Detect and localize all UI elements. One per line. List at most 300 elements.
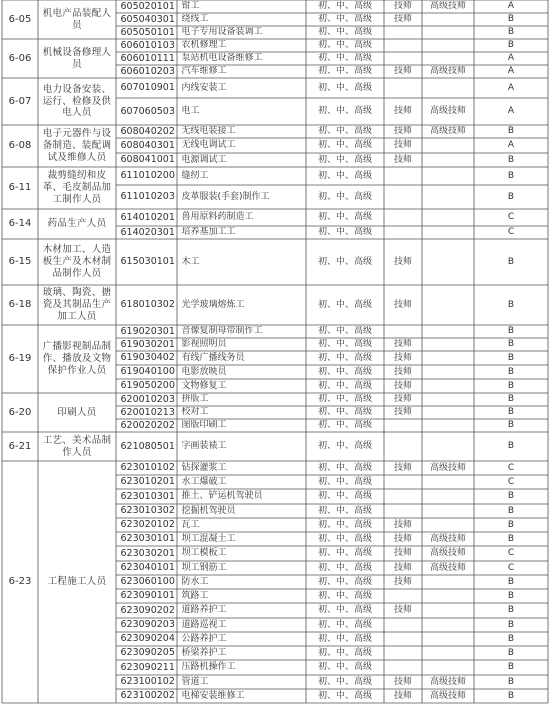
category-type-text: B bbox=[507, 407, 515, 418]
occupation-name-text: 无线电装接工 bbox=[181, 126, 236, 137]
category-type bbox=[475, 590, 548, 603]
category-type bbox=[475, 326, 548, 338]
occupation-name bbox=[178, 394, 306, 406]
occupation-name-text: 内线安装工 bbox=[181, 82, 227, 93]
category-type-text: A bbox=[507, 53, 515, 64]
group-name-text: 电力设备安装、运行、检修及供电人员 bbox=[42, 83, 112, 119]
occupation-name bbox=[178, 66, 306, 78]
group-code-text: 6-11 bbox=[8, 182, 32, 193]
occupation-code bbox=[117, 505, 177, 518]
occupation-name-text: 无线电调试工 bbox=[181, 140, 236, 151]
senior-technician-level-text: 高级技师 bbox=[429, 676, 466, 687]
technician-level bbox=[385, 154, 422, 167]
technician-level-text: 技师 bbox=[393, 106, 412, 117]
skill-levels bbox=[307, 339, 384, 351]
group-name bbox=[39, 462, 116, 703]
technician-level bbox=[385, 562, 422, 575]
occupation-name-text: 道路巡视工 bbox=[181, 619, 227, 630]
skill-levels-text: 初、中、高级 bbox=[317, 647, 372, 658]
skill-levels-text: 初、中、高级 bbox=[317, 533, 372, 544]
occupation-code-text: 623100102 bbox=[120, 676, 175, 688]
group-code bbox=[3, 168, 38, 209]
senior-technician-level bbox=[423, 661, 474, 675]
occupation-code bbox=[117, 619, 177, 632]
group-name-text: 木材加工、人造板生产及木材制品制作人员 bbox=[42, 244, 112, 279]
group-code bbox=[3, 40, 38, 78]
technician-level bbox=[385, 576, 422, 589]
occupation-code bbox=[117, 533, 177, 546]
skill-levels-text: 初、中、高级 bbox=[317, 690, 372, 701]
senior-technician-level bbox=[423, 326, 474, 338]
occupation-code-text: 608040202 bbox=[120, 125, 175, 137]
category-type bbox=[475, 139, 548, 153]
skill-levels-text: 初、中、高级 bbox=[317, 14, 372, 25]
skill-levels-text: 初、中、高级 bbox=[317, 462, 372, 473]
category-type-text: B bbox=[507, 326, 515, 337]
senior-technician-level bbox=[423, 505, 474, 518]
occupation-code-text: 606010103 bbox=[120, 39, 175, 51]
occupation-name-text: 影视照明员 bbox=[181, 339, 227, 350]
occupation-name bbox=[178, 676, 306, 689]
skill-levels bbox=[307, 380, 384, 393]
group-name-text: 玻璃、陶瓷、搪瓷及其制品生产加工人员 bbox=[42, 287, 112, 322]
skill-levels bbox=[307, 126, 384, 138]
category-type bbox=[475, 1, 548, 13]
occupation-name-text: 有线广播线务员 bbox=[181, 352, 245, 363]
senior-technician-level-text: 高级技师 bbox=[429, 66, 466, 77]
category-type bbox=[475, 576, 548, 589]
technician-level-text: 技师 bbox=[393, 339, 412, 350]
category-type bbox=[475, 519, 548, 532]
occupation-name-text: 光学玻璃熔炼工 bbox=[181, 299, 245, 310]
occupation-code-text: 623060100 bbox=[120, 576, 175, 588]
category-type-text: B bbox=[507, 533, 515, 544]
skill-levels bbox=[307, 27, 384, 39]
occupation-name-text: 绕线工 bbox=[181, 14, 209, 25]
technician-level-text: 技师 bbox=[393, 366, 412, 377]
occupation-name bbox=[178, 690, 306, 703]
technician-level-text: 技师 bbox=[393, 140, 412, 151]
senior-technician-level bbox=[423, 490, 474, 504]
group-name bbox=[39, 394, 116, 432]
category-type-text: B bbox=[507, 619, 515, 630]
occupation-code-text: 623010201 bbox=[120, 476, 175, 488]
skill-levels-text: 初、中、高级 bbox=[317, 154, 372, 165]
category-type bbox=[475, 533, 548, 546]
occupation-name-text: 校对工 bbox=[181, 407, 209, 418]
skill-levels-text: 初、中、高级 bbox=[317, 212, 372, 223]
senior-technician-level bbox=[423, 240, 474, 285]
group-code bbox=[3, 1, 38, 39]
category-type bbox=[475, 647, 548, 660]
technician-level-text: 技师 bbox=[393, 380, 412, 391]
technician-level bbox=[385, 240, 422, 285]
category-type bbox=[475, 79, 548, 98]
skill-levels-text: 初、中、高级 bbox=[317, 590, 372, 601]
occupation-name bbox=[178, 366, 306, 379]
occupation-name-text: 筑路工 bbox=[181, 590, 209, 601]
category-type bbox=[475, 394, 548, 406]
technician-level bbox=[385, 326, 422, 338]
category-type-text: A bbox=[507, 140, 515, 151]
category-type bbox=[475, 227, 548, 239]
category-type bbox=[475, 286, 548, 325]
skill-levels bbox=[307, 562, 384, 575]
category-type-text: C bbox=[507, 212, 515, 223]
senior-technician-level-text: 高级技师 bbox=[429, 548, 466, 559]
skill-levels-text: 初、中、高级 bbox=[317, 505, 372, 516]
occupation-code-text: 623010301 bbox=[120, 490, 175, 502]
occupation-code bbox=[117, 604, 177, 618]
technician-level bbox=[385, 186, 422, 209]
skill-levels-text: 初、中、高级 bbox=[317, 633, 372, 644]
occupation-name bbox=[178, 490, 306, 504]
group-code bbox=[3, 326, 38, 393]
occupation-name-text: 文物修复工 bbox=[181, 380, 227, 391]
technician-level bbox=[385, 676, 422, 689]
technician-level bbox=[385, 490, 422, 504]
skill-levels bbox=[307, 505, 384, 518]
skill-levels bbox=[307, 326, 384, 338]
skill-levels bbox=[307, 227, 384, 239]
occupation-name-text: 字画装裱工 bbox=[181, 441, 227, 452]
occupation-code-text: 618010302 bbox=[120, 299, 175, 311]
group-name bbox=[39, 40, 116, 78]
skill-levels-text: 初、中、高级 bbox=[317, 1, 372, 12]
occupation-code-text: 623100202 bbox=[120, 690, 175, 702]
occupation-name-text: 水工爆破工 bbox=[181, 476, 227, 487]
category-type-text: B bbox=[507, 256, 515, 267]
skill-levels-text: 初、中、高级 bbox=[317, 380, 372, 391]
category-type-text: C bbox=[507, 476, 515, 487]
occupation-code-text: 611010203 bbox=[120, 191, 175, 203]
occupation-code bbox=[117, 168, 177, 185]
category-type bbox=[475, 690, 548, 703]
skill-levels-text: 初、中、高级 bbox=[317, 519, 372, 530]
occupation-name-text: 拼版工 bbox=[181, 394, 209, 405]
occupation-code-text: 623090205 bbox=[120, 647, 175, 659]
group-name-text: 广播影视制品制作、播放及文物保护作业人员 bbox=[42, 341, 112, 376]
occupation-code bbox=[117, 326, 177, 338]
occupation-code bbox=[117, 647, 177, 660]
category-type-text: B bbox=[507, 676, 515, 687]
skill-levels bbox=[307, 240, 384, 285]
skill-levels bbox=[307, 186, 384, 209]
senior-technician-level bbox=[423, 168, 474, 185]
technician-level bbox=[385, 126, 422, 138]
technician-level-text: 技师 bbox=[393, 462, 412, 473]
occupation-name bbox=[178, 661, 306, 675]
technician-level bbox=[385, 168, 422, 185]
senior-technician-level bbox=[423, 690, 474, 703]
senior-technician-level bbox=[423, 533, 474, 546]
senior-technician-level bbox=[423, 53, 474, 65]
skill-levels bbox=[307, 99, 384, 125]
category-type bbox=[475, 339, 548, 351]
technician-level bbox=[385, 210, 422, 226]
category-type-text: B bbox=[507, 491, 515, 502]
skill-levels-text: 初、中、高级 bbox=[317, 366, 372, 377]
senior-technician-level bbox=[423, 462, 474, 475]
skill-levels bbox=[307, 366, 384, 379]
occupation-name bbox=[178, 27, 306, 39]
skill-levels bbox=[307, 1, 384, 13]
group-code-text: 6-05 bbox=[8, 13, 32, 25]
senior-technician-level bbox=[423, 519, 474, 532]
technician-level-text: 技师 bbox=[393, 299, 412, 310]
occupation-name-text: 瓦工 bbox=[181, 519, 200, 530]
occupation-code-text: 608040301 bbox=[120, 139, 175, 151]
group-code-text: 6-18 bbox=[8, 299, 32, 310]
skill-levels bbox=[307, 420, 384, 432]
occupation-code-text: 623010302 bbox=[120, 505, 175, 517]
group-code-text: 6-23 bbox=[8, 576, 32, 587]
group-name bbox=[39, 433, 116, 461]
technician-level bbox=[385, 633, 422, 646]
senior-technician-level-text: 高级技师 bbox=[429, 562, 466, 573]
skill-levels-text: 初、中、高级 bbox=[317, 227, 372, 238]
skill-levels bbox=[307, 661, 384, 675]
occupation-name-text: 钳工 bbox=[181, 1, 200, 12]
category-type-text: B bbox=[507, 352, 515, 363]
occupation-code-text: 623090202 bbox=[120, 604, 175, 616]
occupation-name bbox=[178, 407, 306, 419]
occupation-code bbox=[117, 186, 177, 209]
skill-levels bbox=[307, 690, 384, 703]
occupation-code bbox=[117, 227, 177, 239]
occupation-name bbox=[178, 139, 306, 153]
category-type-text: A bbox=[507, 106, 515, 117]
occupation-code-text: 608041001 bbox=[120, 154, 175, 166]
occupation-name-text: 音像复制母带制作工 bbox=[181, 326, 263, 337]
skill-levels bbox=[307, 53, 384, 65]
skill-levels-text: 初、中、高级 bbox=[317, 27, 372, 38]
occupation-code bbox=[117, 394, 177, 406]
senior-technician-level bbox=[423, 14, 474, 26]
occupation-code bbox=[117, 1, 177, 13]
occupation-name bbox=[178, 562, 306, 575]
occupation-name bbox=[178, 380, 306, 393]
group-name-text: 裁剪缝纫和皮革、毛皮制品加工制作人员 bbox=[42, 170, 112, 205]
technician-level-text: 技师 bbox=[393, 154, 412, 165]
category-type-text: B bbox=[507, 366, 515, 377]
group-name bbox=[39, 168, 116, 209]
technician-level bbox=[385, 79, 422, 98]
occupation-name-text: 兽用原料药制造工 bbox=[181, 212, 254, 223]
technician-level-text: 技师 bbox=[393, 66, 412, 77]
group-code bbox=[3, 394, 38, 432]
occupation-name-text: 管道工 bbox=[181, 676, 209, 687]
technician-level bbox=[385, 519, 422, 532]
category-type-text: B bbox=[507, 647, 515, 658]
occupation-name bbox=[178, 210, 306, 226]
occupation-code-text: 606010203 bbox=[120, 65, 175, 77]
category-type-text: C bbox=[507, 562, 515, 573]
technician-level bbox=[385, 352, 422, 365]
skill-levels bbox=[307, 433, 384, 461]
senior-technician-level bbox=[423, 186, 474, 209]
category-type-text: B bbox=[507, 191, 515, 202]
occupation-name bbox=[178, 476, 306, 489]
occupation-name-text: 皮革服装(手套)制作工 bbox=[181, 191, 270, 202]
occupation-code-text: 614020301 bbox=[120, 226, 175, 238]
senior-technician-level bbox=[423, 99, 474, 125]
skill-levels bbox=[307, 139, 384, 153]
occupation-name-text: 防水工 bbox=[181, 576, 209, 587]
technician-level bbox=[385, 1, 422, 13]
occupation-name bbox=[178, 79, 306, 98]
group-code-text: 6-07 bbox=[8, 95, 32, 107]
senior-technician-level bbox=[423, 380, 474, 393]
group-code bbox=[3, 286, 38, 325]
occupation-name-text: 培养基加工工 bbox=[181, 227, 236, 238]
category-type bbox=[475, 661, 548, 675]
skill-levels bbox=[307, 590, 384, 603]
skill-levels-text: 初、中、高级 bbox=[317, 40, 372, 51]
category-type bbox=[475, 547, 548, 561]
category-type-text: B bbox=[507, 690, 515, 701]
technician-level-text: 技师 bbox=[393, 690, 412, 701]
technician-level bbox=[385, 66, 422, 78]
skill-levels-text: 初、中、高级 bbox=[317, 662, 372, 673]
senior-technician-level bbox=[423, 210, 474, 226]
skill-levels-text: 初、中、高级 bbox=[317, 420, 372, 431]
group-code bbox=[3, 240, 38, 285]
occupation-code bbox=[117, 286, 177, 325]
category-type-text: B bbox=[507, 14, 515, 25]
senior-technician-level bbox=[423, 590, 474, 603]
technician-level-text: 技师 bbox=[393, 562, 412, 573]
skill-levels bbox=[307, 519, 384, 532]
occupation-name bbox=[178, 227, 306, 239]
occupation-code-text: 620010203 bbox=[120, 393, 175, 405]
group-code-text: 6-21 bbox=[8, 440, 32, 452]
technician-level bbox=[385, 462, 422, 475]
occupation-name-text: 电梯安装维修工 bbox=[181, 690, 245, 701]
skill-levels-text: 初、中、高级 bbox=[317, 170, 372, 181]
senior-technician-level bbox=[423, 647, 474, 660]
occupation-code-text: 606010111 bbox=[120, 52, 175, 64]
senior-technician-level bbox=[423, 633, 474, 646]
skill-levels-text: 初、中、高级 bbox=[317, 394, 372, 405]
group-name bbox=[39, 210, 116, 239]
group-code bbox=[3, 433, 38, 461]
occupation-code-text: 605050101 bbox=[120, 26, 175, 38]
category-type-text: C bbox=[507, 548, 515, 559]
occupation-code bbox=[117, 53, 177, 65]
technician-level bbox=[385, 547, 422, 561]
occupation-name bbox=[178, 99, 306, 125]
technician-level-text: 技师 bbox=[393, 256, 412, 267]
senior-technician-level bbox=[423, 366, 474, 379]
senior-technician-level-text: 高级技师 bbox=[429, 126, 466, 137]
category-type bbox=[475, 676, 548, 689]
occupation-name bbox=[178, 505, 306, 518]
category-type-text: B bbox=[507, 40, 515, 51]
occupation-name bbox=[178, 53, 306, 65]
skill-levels-text: 初、中、高级 bbox=[317, 326, 372, 337]
technician-level-text: 技师 bbox=[393, 605, 412, 616]
occupation-code-text: 615030101 bbox=[120, 256, 175, 268]
occupation-name bbox=[178, 240, 306, 285]
senior-technician-level bbox=[423, 676, 474, 689]
skill-levels-text: 初、中、高级 bbox=[317, 548, 372, 559]
group-name-text: 工程施工人员 bbox=[47, 576, 107, 588]
occupation-code bbox=[117, 79, 177, 98]
occupation-code-text: 623040101 bbox=[120, 562, 175, 574]
skill-levels-text: 初、中、高级 bbox=[317, 605, 372, 616]
technician-level bbox=[385, 690, 422, 703]
technician-level bbox=[385, 339, 422, 351]
occupation-name-text: 图版印刷工 bbox=[181, 420, 227, 431]
technician-level-text: 技师 bbox=[393, 407, 412, 418]
senior-technician-level-text: 高级技师 bbox=[429, 106, 466, 117]
occupation-name bbox=[178, 462, 306, 475]
skill-levels bbox=[307, 79, 384, 98]
category-type-text: C bbox=[507, 462, 515, 473]
occupation-name-text: 坝工模板工 bbox=[181, 548, 227, 559]
occupation-code bbox=[117, 562, 177, 575]
skill-levels bbox=[307, 40, 384, 52]
category-type-text: B bbox=[507, 633, 515, 644]
category-type bbox=[475, 633, 548, 646]
occupation-code bbox=[117, 420, 177, 432]
group-code-text: 6-19 bbox=[8, 353, 32, 364]
occupation-name bbox=[178, 40, 306, 52]
skill-levels bbox=[307, 619, 384, 632]
occupation-code-text: 619040100 bbox=[120, 366, 175, 378]
occupation-code-text: 623090101 bbox=[120, 590, 175, 602]
occupation-code bbox=[117, 519, 177, 532]
senior-technician-level bbox=[423, 126, 474, 138]
occupation-code-text: 623090203 bbox=[120, 619, 175, 631]
occupation-code bbox=[117, 490, 177, 504]
occupation-name bbox=[178, 1, 306, 13]
skill-levels-text: 初、中、高级 bbox=[317, 339, 372, 350]
category-type bbox=[475, 186, 548, 209]
group-code-text: 6-08 bbox=[8, 140, 32, 151]
occupation-name-text: 挖掘机驾驶员 bbox=[181, 505, 236, 516]
technician-level bbox=[385, 366, 422, 379]
occupation-name bbox=[178, 547, 306, 561]
occupation-name-text: 木工 bbox=[181, 256, 200, 267]
occupation-code-text: 619050200 bbox=[120, 380, 175, 392]
technician-level-text: 技师 bbox=[393, 533, 412, 544]
skill-levels bbox=[307, 210, 384, 226]
skill-levels-text: 初、中、高级 bbox=[317, 191, 372, 202]
category-type bbox=[475, 505, 548, 518]
group-code-text: 6-15 bbox=[8, 256, 32, 267]
occupation-code-text: 623030201 bbox=[120, 547, 175, 559]
occupation-code bbox=[117, 547, 177, 561]
occupation-code-text: 623090204 bbox=[120, 633, 175, 645]
skill-levels bbox=[307, 676, 384, 689]
occupation-code bbox=[117, 576, 177, 589]
technician-level bbox=[385, 619, 422, 632]
skill-levels-text: 初、中、高级 bbox=[317, 562, 372, 573]
occupation-code-text: 607010901 bbox=[120, 82, 175, 94]
category-type bbox=[475, 490, 548, 504]
category-type bbox=[475, 462, 548, 475]
senior-technician-level bbox=[423, 619, 474, 632]
technician-level bbox=[385, 27, 422, 39]
technician-level-text: 技师 bbox=[393, 576, 412, 587]
senior-technician-level bbox=[423, 476, 474, 489]
occupation-code bbox=[117, 633, 177, 646]
technician-level-text: 技师 bbox=[393, 519, 412, 530]
skill-levels bbox=[307, 462, 384, 475]
skill-levels bbox=[307, 352, 384, 365]
